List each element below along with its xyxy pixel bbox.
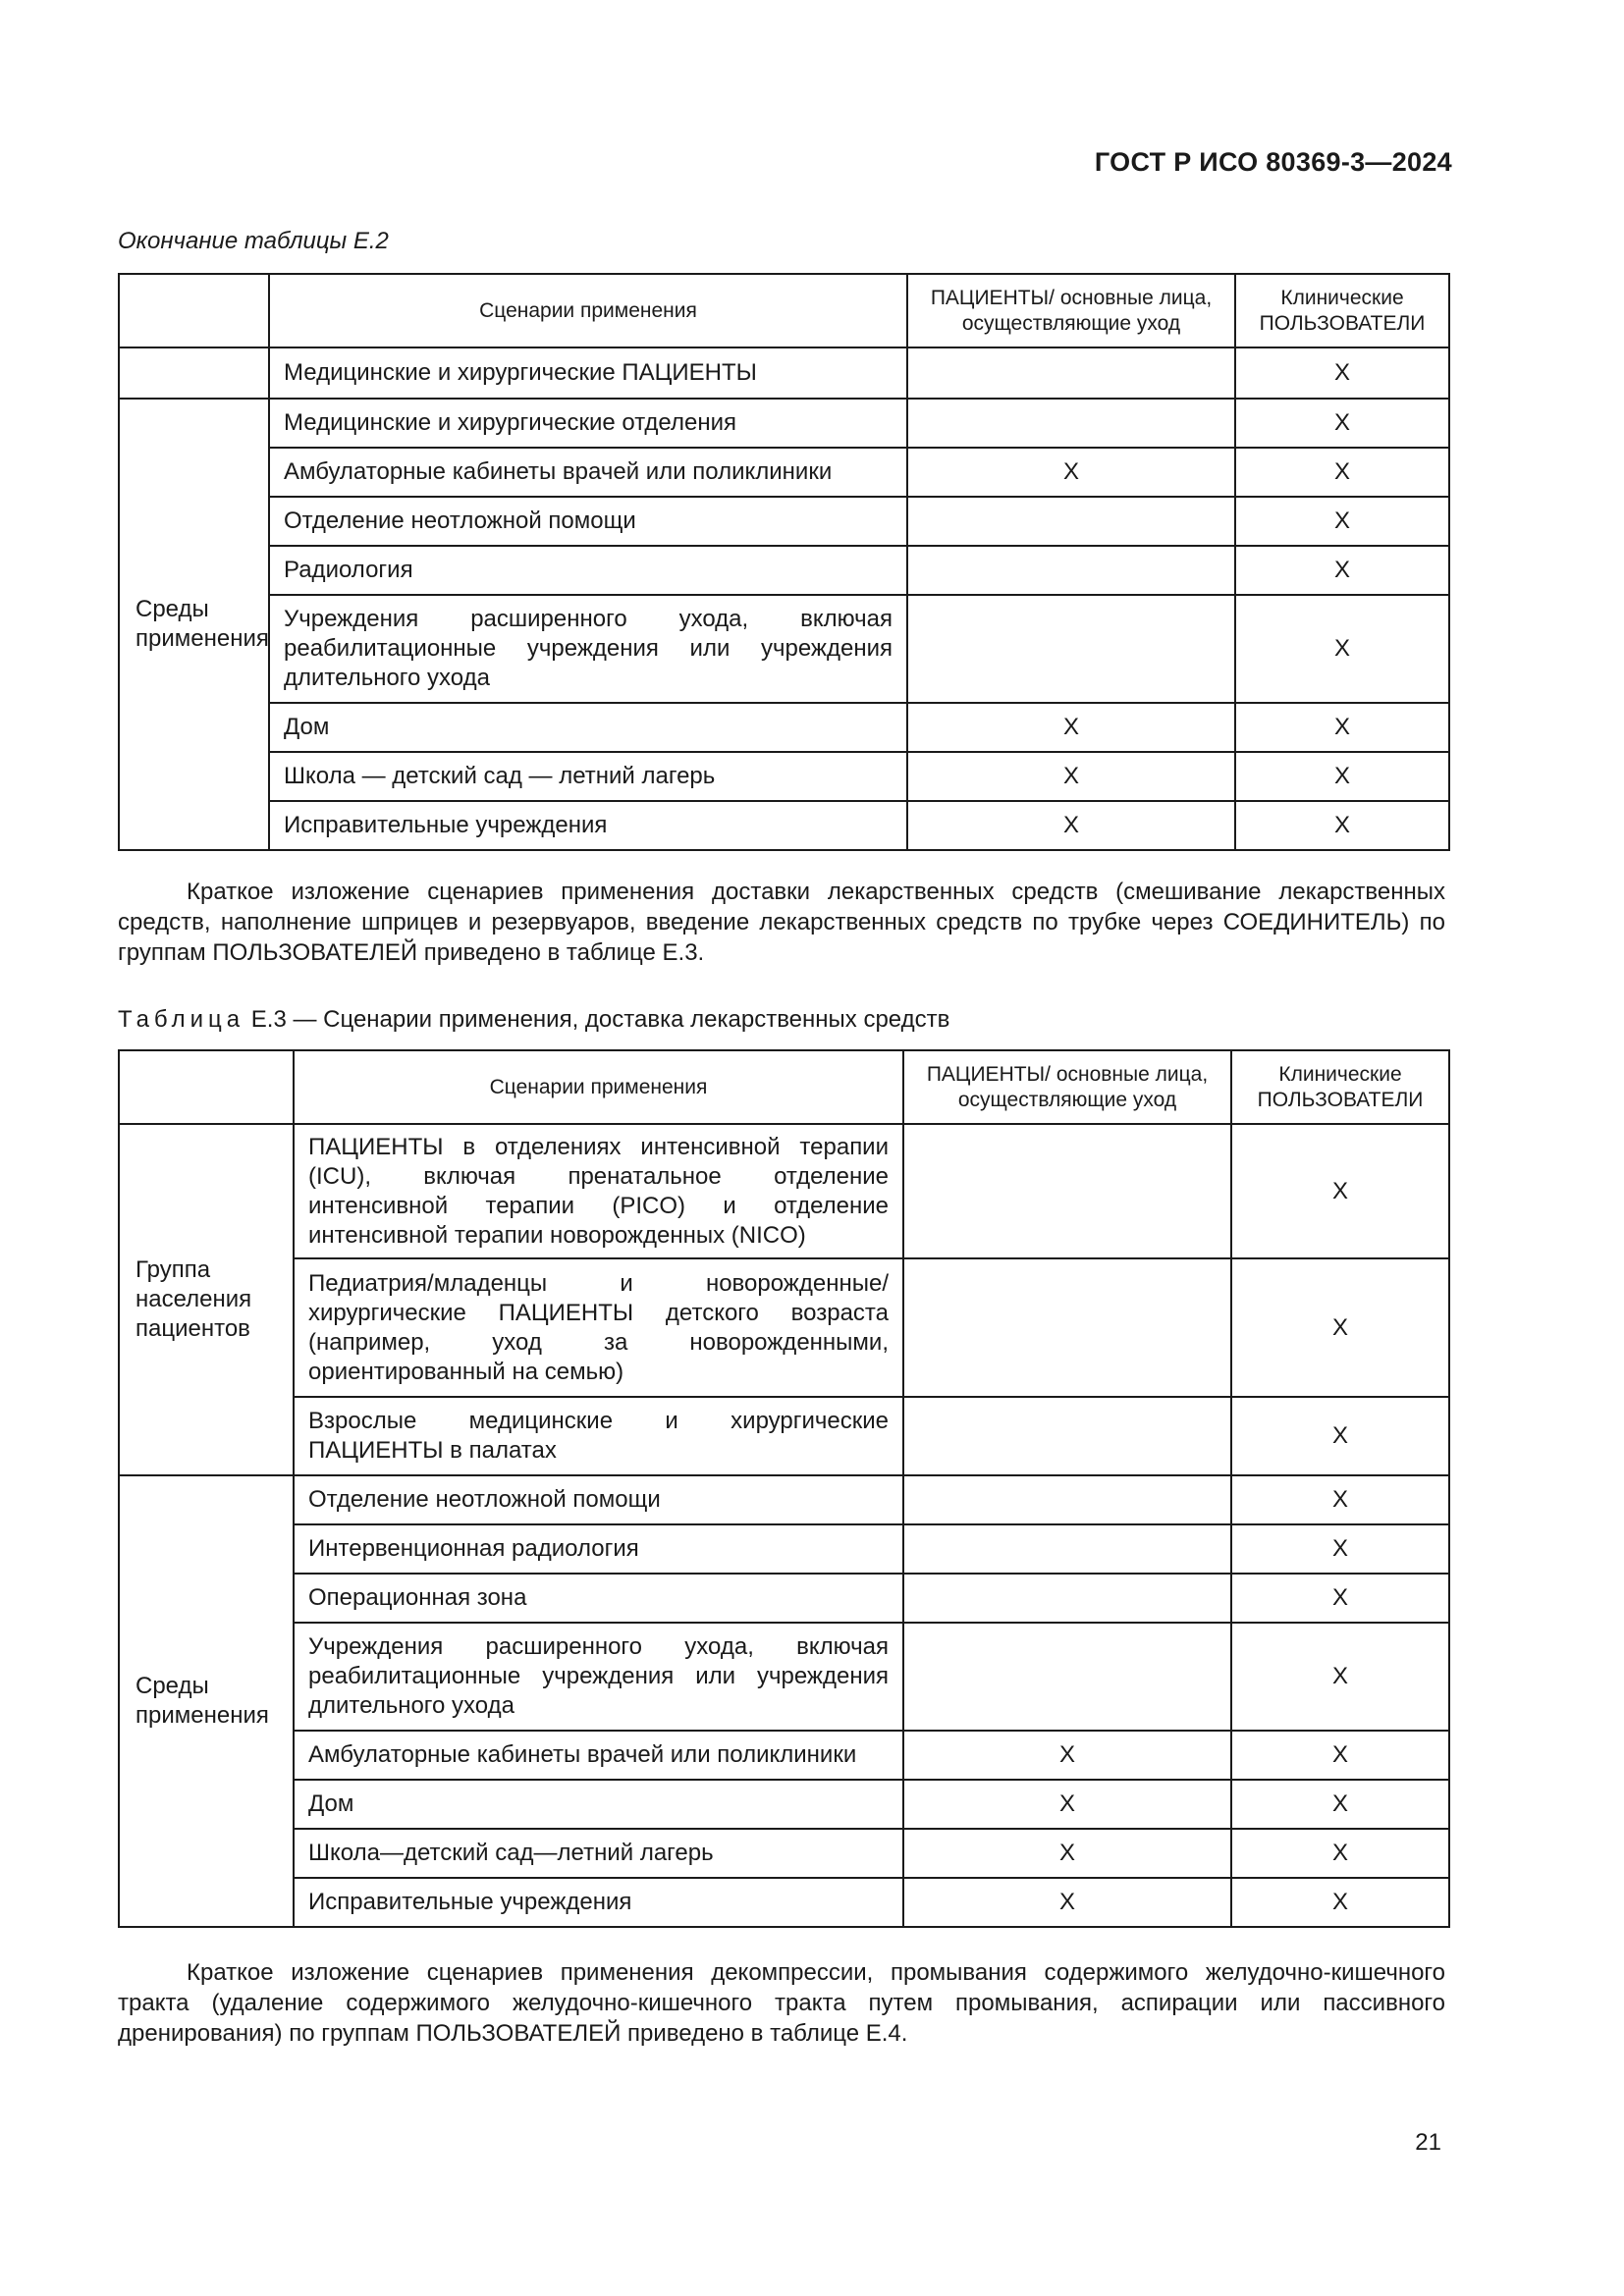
clinical-mark: X — [1231, 1258, 1449, 1397]
table-header-row — [119, 274, 1449, 347]
header-cell-clinical: Клинические ПОЛЬЗОВАТЕЛИ — [1235, 274, 1449, 347]
patients-mark: X — [907, 801, 1235, 850]
table-row — [119, 497, 1449, 546]
patients-mark — [907, 546, 1235, 595]
table-row — [119, 1574, 1449, 1623]
table-row — [119, 1475, 1449, 1524]
patients-mark — [903, 1124, 1231, 1258]
clinical-mark: X — [1231, 1829, 1449, 1878]
clinical-mark: X — [1235, 497, 1449, 546]
patients-mark: X — [907, 703, 1235, 752]
patients-mark: X — [907, 752, 1235, 801]
table-row — [119, 1124, 1449, 1258]
row-label: Учреждения расширенного ухода, включая реабилитационные учреждения или учреждения длительного ухода — [269, 595, 907, 703]
group-cell-environments: Среды применения — [119, 399, 269, 850]
patients-mark — [903, 1397, 1231, 1475]
patients-mark — [903, 1258, 1231, 1397]
table-row — [119, 1780, 1449, 1829]
row-label: ПАЦИЕНТЫ в отделениях интенсивной терапии (ICU), включая пренатальное отделение интенсивной терапии (PICO) и отделение интенсивной терапии новорожденных (NICO) — [294, 1124, 903, 1258]
row-label: Дом — [269, 703, 907, 752]
table-row — [119, 752, 1449, 801]
row-label: Интервенционная радиология — [294, 1524, 903, 1574]
header-cell-scenarios: Сценарии применения — [269, 274, 907, 347]
patients-mark: X — [907, 448, 1235, 497]
header-cell-empty — [119, 274, 269, 347]
table-row — [119, 1829, 1449, 1878]
clinical-mark: X — [1231, 1623, 1449, 1731]
row-label: Школа — детский сад — летний лагерь — [269, 752, 907, 801]
table-e2 — [118, 273, 1450, 851]
row-label: Амбулаторные кабинеты врачей или поликлиники — [269, 448, 907, 497]
page-number: 21 — [1415, 2129, 1441, 2156]
table-header-row — [119, 1050, 1449, 1124]
clinical-mark: X — [1231, 1780, 1449, 1829]
clinical-mark: X — [1231, 1574, 1449, 1623]
table-e2-caption: Окончание таблицы Е.2 — [118, 228, 389, 254]
table-row — [119, 595, 1449, 703]
group-cell-environments: Среды применения — [119, 1475, 294, 1927]
table-e3-caption — [118, 1006, 949, 1034]
row-label: Операционная зона — [294, 1574, 903, 1623]
clinical-mark: X — [1235, 703, 1449, 752]
clinical-mark: X — [1235, 399, 1449, 448]
row-label: Отделение неотложной помощи — [269, 497, 907, 546]
clinical-mark: X — [1235, 347, 1449, 399]
row-label: Педиатрия/младенцы и новорожденные/ хирургические ПАЦИЕНТЫ детского возраста (например, уход за новорожденными, ориентированный на семью) — [294, 1258, 903, 1397]
clinical-mark: X — [1235, 448, 1449, 497]
table-row — [119, 703, 1449, 752]
table-caption-prefix: Таблица — [118, 1006, 245, 1033]
patients-mark — [907, 497, 1235, 546]
patients-mark — [907, 399, 1235, 448]
table-caption-title: Е.3 — Сценарии применения, доставка лекарственных средств — [244, 1006, 950, 1033]
patients-mark — [907, 595, 1235, 703]
table-row — [119, 1623, 1449, 1731]
clinical-mark: X — [1231, 1124, 1449, 1258]
table-row — [119, 1524, 1449, 1574]
patients-mark — [903, 1574, 1231, 1623]
row-label: Радиология — [269, 546, 907, 595]
body-paragraph: Краткое изложение сценариев применения декомпрессии, промывания содержимого желудочно-кишечного тракта (удаление содержимого желудочно-кишечного тракта путем промывания, аспирации или пассивного дренирования) по группам ПОЛЬЗОВАТЕЛЕЙ приведено в таблице Е.4. — [118, 1959, 1445, 2047]
row-label: Медицинские и хирургические отделения — [269, 399, 907, 448]
document-code: ГОСТ Р ИСО 80369-3—2024 — [1094, 147, 1452, 177]
table-row — [119, 1878, 1449, 1927]
row-label: Исправительные учреждения — [269, 801, 907, 850]
body-paragraph: Краткое изложение сценариев применения доставки лекарственных средств (смешивание лекарственных средств, наполнение шприцев и резервуаров, введение лекарственных средств по трубке через СОЕДИНИТЕЛЬ) по группам ПОЛЬЗОВАТЕЛЕЙ приведено в таблице Е.3. — [118, 879, 1445, 966]
table-row — [119, 801, 1449, 850]
table-row — [119, 1258, 1449, 1397]
patients-mark: X — [903, 1780, 1231, 1829]
row-label: Взрослые медицинские и хирургические ПАЦИЕНТЫ в палатах — [294, 1397, 903, 1475]
clinical-mark: X — [1231, 1524, 1449, 1574]
header-cell-patients: ПАЦИЕНТЫ/ основные лица, осуществляющие уход — [903, 1050, 1231, 1124]
clinical-mark: X — [1231, 1397, 1449, 1475]
table-row — [119, 347, 1449, 399]
clinical-mark: X — [1235, 595, 1449, 703]
row-label: Амбулаторные кабинеты врачей или поликлиники — [294, 1731, 903, 1780]
patients-mark — [903, 1623, 1231, 1731]
row-label: Учреждения расширенного ухода, включая реабилитационные учреждения или учреждения длительного ухода — [294, 1623, 903, 1731]
table-row — [119, 448, 1449, 497]
table-row — [119, 546, 1449, 595]
header-cell-clinical: Клинические ПОЛЬЗОВАТЕЛИ — [1231, 1050, 1449, 1124]
patients-mark — [903, 1524, 1231, 1574]
table-row — [119, 1731, 1449, 1780]
patients-mark: X — [903, 1878, 1231, 1927]
table-row — [119, 399, 1449, 448]
clinical-mark: X — [1235, 752, 1449, 801]
header-cell-patients: ПАЦИЕНТЫ/ основные лица, осуществляющие уход — [907, 274, 1235, 347]
header-cell-empty — [119, 1050, 294, 1124]
row-label: Исправительные учреждения — [294, 1878, 903, 1927]
patients-mark: X — [903, 1829, 1231, 1878]
clinical-mark: X — [1235, 546, 1449, 595]
row-label: Школа—детский сад—летний лагерь — [294, 1829, 903, 1878]
clinical-mark: X — [1231, 1475, 1449, 1524]
header-cell-scenarios: Сценарии применения — [294, 1050, 903, 1124]
table-row — [119, 1397, 1449, 1475]
table-e3 — [118, 1049, 1450, 1928]
row-label: Отделение неотложной помощи — [294, 1475, 903, 1524]
clinical-mark: X — [1231, 1878, 1449, 1927]
row-label: Дом — [294, 1780, 903, 1829]
group-cell-patient-population: Группа населения пациентов — [119, 1124, 294, 1475]
group-cell-empty — [119, 347, 269, 399]
patients-mark — [903, 1475, 1231, 1524]
clinical-mark: X — [1231, 1731, 1449, 1780]
patients-mark — [907, 347, 1235, 399]
row-label: Медицинские и хирургические ПАЦИЕНТЫ — [269, 347, 907, 399]
clinical-mark: X — [1235, 801, 1449, 850]
patients-mark: X — [903, 1731, 1231, 1780]
